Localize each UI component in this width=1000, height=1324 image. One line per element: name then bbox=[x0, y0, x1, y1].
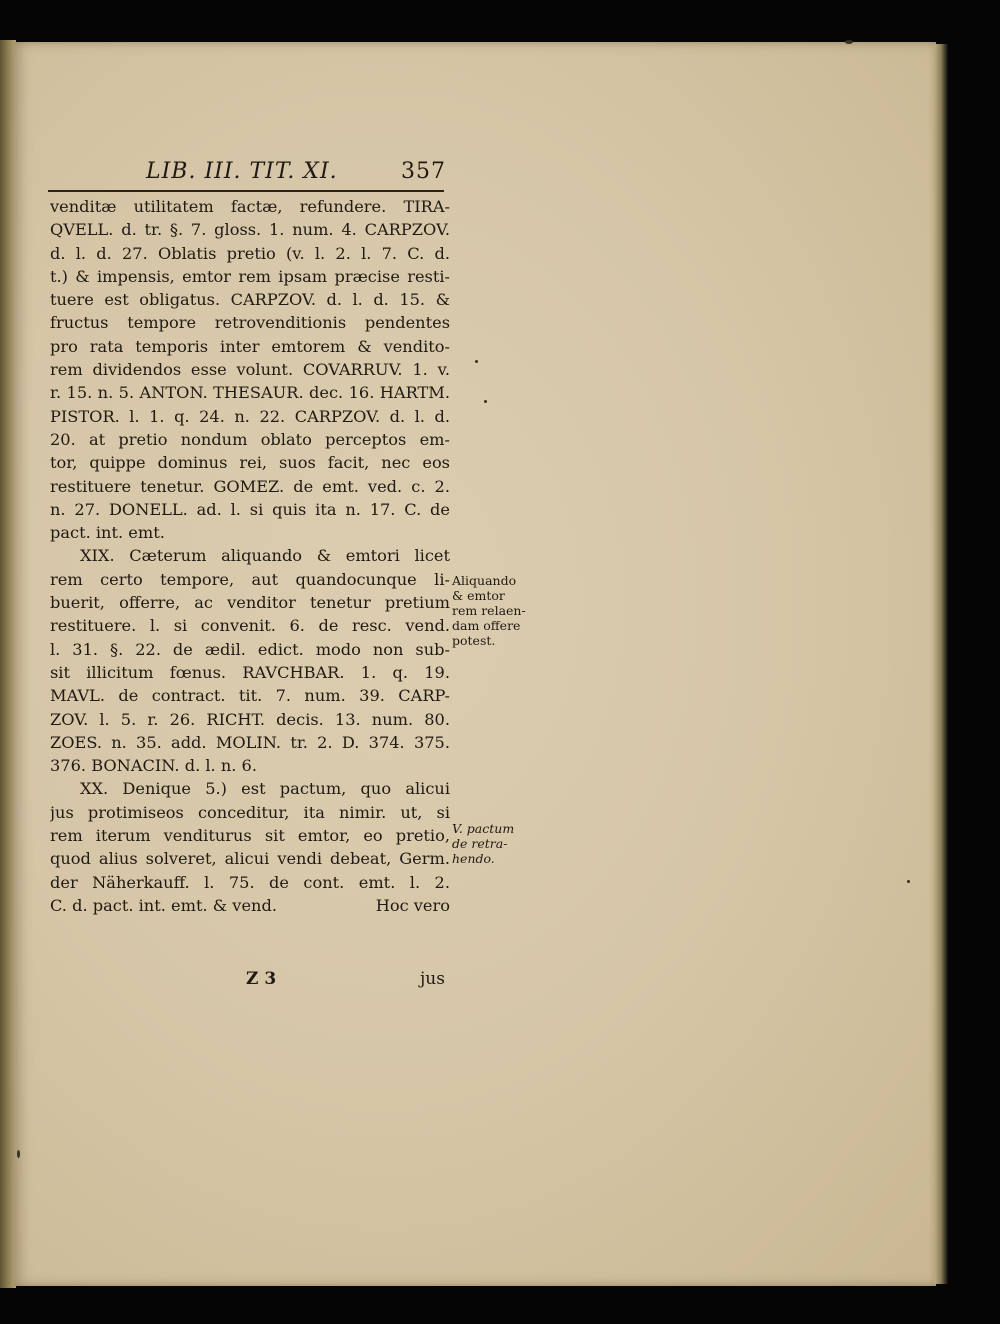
text-line: rem dividendos esse volunt. COVARRUV. 1. v. bbox=[50, 360, 450, 380]
signature-mark: Z 3 bbox=[246, 969, 277, 989]
text-fragment: Hoc vero bbox=[375, 895, 450, 915]
text-line: MAVL. de contract. tit. 7. num. 39. CARP- bbox=[50, 686, 450, 706]
text-line: rem certo tempore, aut quandocunque li- bbox=[50, 569, 450, 589]
margin-note-line: de retra- bbox=[452, 836, 508, 851]
text-line: l. 31. §. 22. de ædil. edict. modo non sub- bbox=[50, 639, 450, 659]
text-line: t.) & impensis, emtor rem ipsam præcise resti- bbox=[50, 266, 450, 286]
margin-note-line: dam offere bbox=[452, 618, 521, 633]
margin-note-line: & emtor bbox=[452, 588, 505, 603]
text-line: jus protimiseos conceditur, ita nimir. ut, si bbox=[50, 802, 450, 822]
text-line-final bbox=[50, 894, 450, 917]
paper-speck bbox=[845, 40, 853, 44]
catchword: jus bbox=[420, 969, 445, 989]
text-line: ZOV. l. 5. r. 26. RICHT. decis. 13. num. 80. bbox=[50, 709, 450, 729]
text-line: r. 15. n. 5. ANTON. THESAUR. dec. 16. HARTM. bbox=[50, 383, 450, 403]
text-line: PISTOR. l. 1. q. 24. n. 22. CARPZOV. d. l. d. bbox=[50, 406, 450, 426]
text-line: 20. at pretio nondum oblato perceptos em- bbox=[50, 429, 450, 449]
text-line: fructus tempore retrovenditionis pendentes bbox=[50, 313, 450, 333]
text-line: restituere tenetur. GOMEZ. de emt. ved. c. 2. bbox=[50, 476, 450, 496]
paper-speck bbox=[475, 360, 478, 363]
text-line: restituere. l. si convenit. 6. de resc. vend. bbox=[50, 616, 450, 636]
text-line: sit illicitum fœnus. RAVCHBAR. 1. q. 19. bbox=[50, 662, 450, 682]
text-line: buerit, offerre, ac venditor tenetur pretium bbox=[50, 593, 450, 613]
paper-speck bbox=[907, 880, 910, 883]
text-line: QVELL. d. tr. §. 7. gloss. 1. num. 4. CARPZOV. bbox=[50, 220, 450, 240]
margin-note-line: rem relaen- bbox=[452, 603, 526, 618]
text-line: 376. BONACIN. d. l. n. 6. bbox=[50, 756, 257, 776]
paragraph-start-xix: XIX. Cæterum aliquando & emtori licet bbox=[80, 546, 450, 566]
margin-note-line: potest. bbox=[452, 633, 496, 648]
text-line: tuere est obligatus. CARPZOV. d. l. d. 15. & bbox=[50, 290, 450, 310]
margin-note-pactum bbox=[452, 821, 514, 866]
running-title: LIB. III. TIT. XI. bbox=[146, 159, 338, 184]
text-line: tor, quippe dominus rei, suos facit, nec eos bbox=[50, 453, 450, 473]
margin-note-line: V. pactum bbox=[452, 821, 515, 836]
header-rule bbox=[48, 190, 444, 192]
text-line: rem iterum venditurus sit emtor, eo pretio, bbox=[50, 826, 450, 846]
margin-note-line: Aliquando bbox=[452, 573, 517, 588]
text-fragment: C. d. pact. int. emt. & vend. bbox=[50, 895, 277, 915]
running-header bbox=[146, 155, 446, 191]
text-line: n. 27. DONELL. ad. l. si quis ita n. 17. C. de bbox=[50, 499, 450, 519]
text-line: venditæ utilitatem factæ, refundere. TIRA- bbox=[50, 197, 450, 216]
paragraph-start-xx: XX. Denique 5.) est pactum, quo alicui bbox=[80, 779, 450, 799]
page-number: 357 bbox=[401, 159, 446, 184]
page-fore-edge bbox=[934, 44, 948, 1284]
paper-speck bbox=[484, 400, 487, 403]
text-line: der Näherkauff. l. 75. de cont. emt. l. 2. bbox=[50, 872, 450, 892]
paper-speck bbox=[17, 1150, 20, 1158]
main-text-block bbox=[50, 195, 450, 917]
text-line: quod alius solveret, alicui vendi debeat, Germ. bbox=[50, 849, 450, 869]
text-line: pact. int. emt. bbox=[50, 523, 165, 543]
text-line: ZOES. n. 35. add. MOLIN. tr. 2. D. 374. 375. bbox=[50, 732, 450, 752]
text-line: d. l. d. 27. Oblatis pretio (v. l. 2. l. 7. C. d. bbox=[50, 243, 450, 263]
margin-note-line: hendo. bbox=[452, 851, 495, 866]
text-line: pro rata temporis inter emtorem & vendito- bbox=[50, 336, 450, 356]
margin-note-aliquando bbox=[452, 573, 526, 648]
